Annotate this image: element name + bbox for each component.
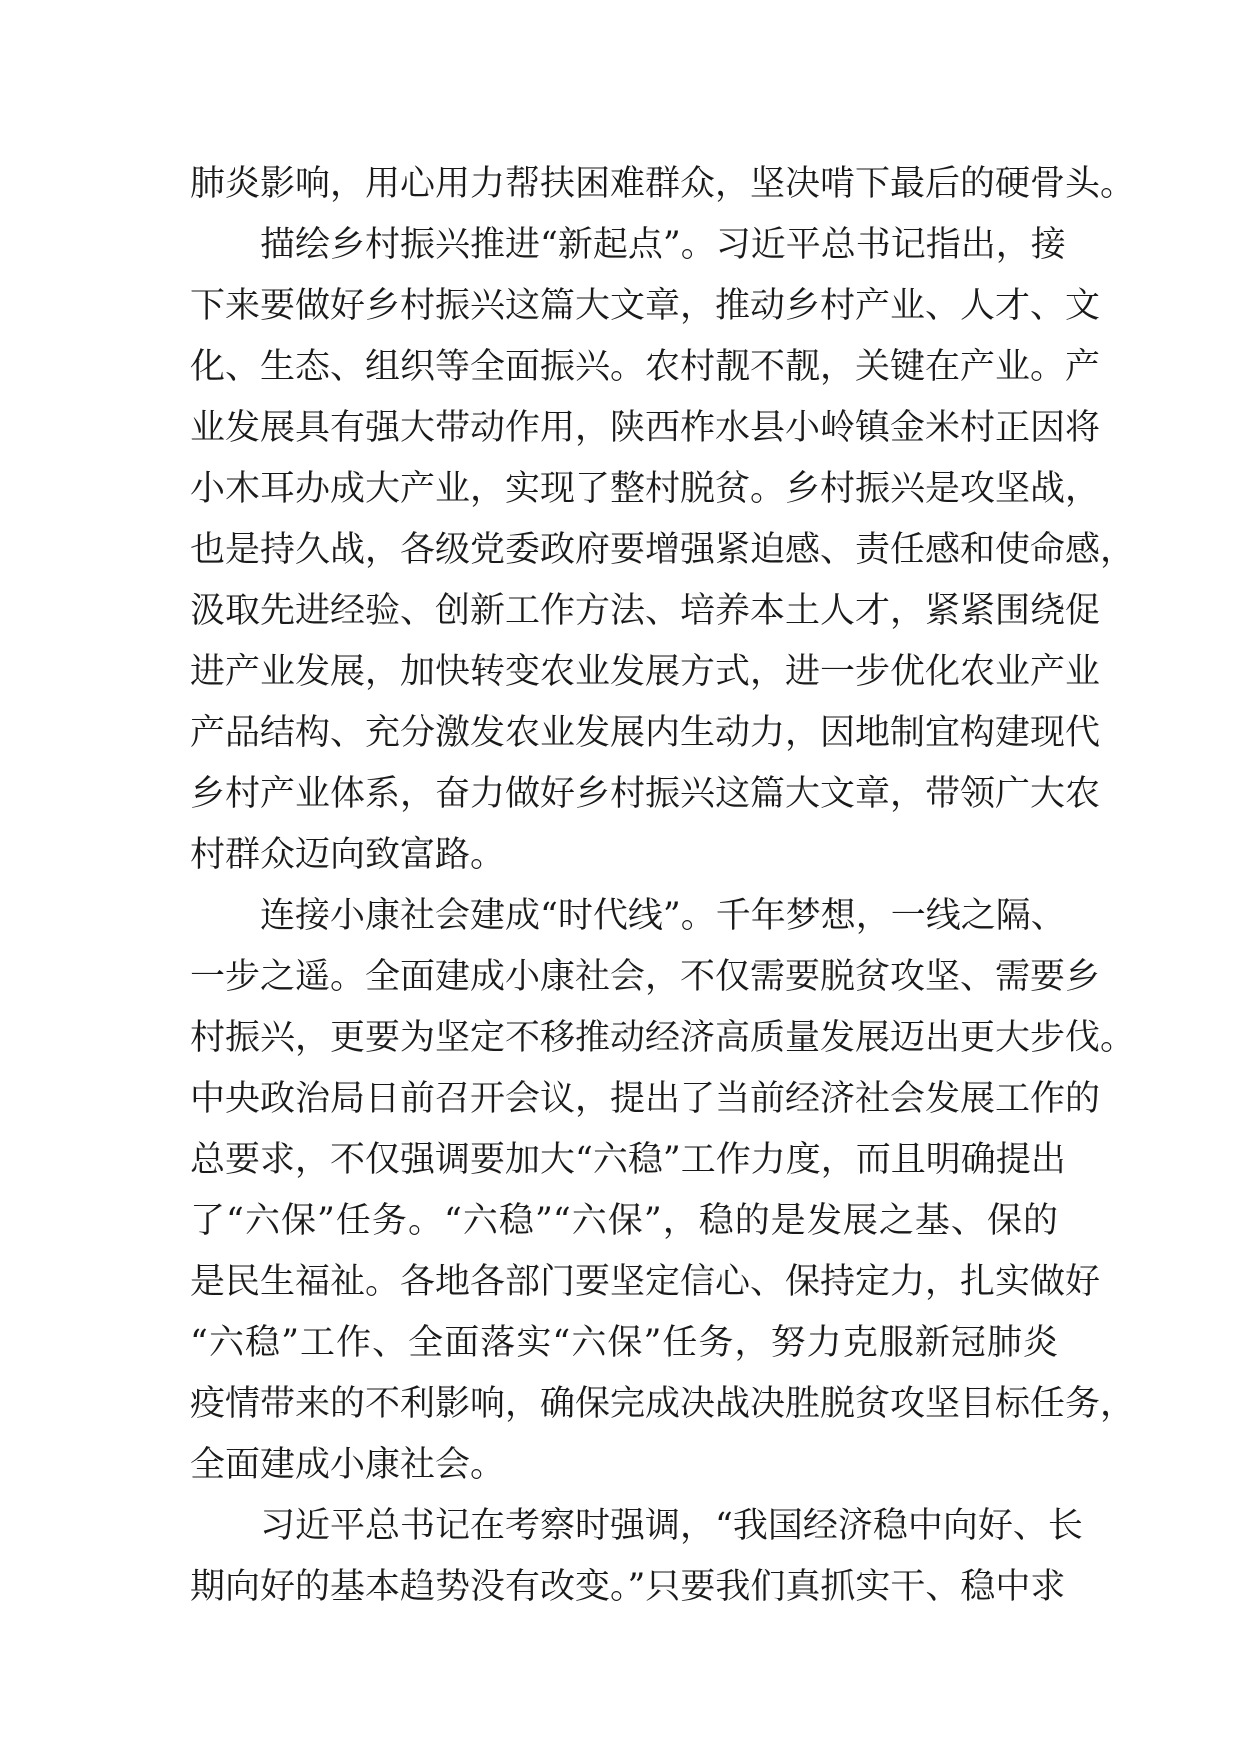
- text-line: 全面建成小康社会。: [190, 1445, 506, 1485]
- text-line: 小木耳办成大产业，实现了整村脱贫。乡村振兴是攻坚战，: [190, 469, 1101, 509]
- text-line: 一步之遥。全面建成小康社会，不仅需要脱贫攻坚、需要乡: [190, 957, 1101, 997]
- text-line: 村振兴，更要为坚定不移推动经济高质量发展迈出更大步伐。: [190, 1018, 1136, 1058]
- text-line: 疫情带来的不利影响，确保完成决战决胜脱贫攻坚目标任务，: [190, 1384, 1136, 1424]
- text-line: 连接小康社会建成“时代线”。千年梦想，一线之隔、: [260, 896, 1066, 936]
- text-line: 习近平总书记在考察时强调，“我国经济稳中向好、长: [260, 1506, 1083, 1546]
- body-text: [190, 154, 1136, 1618]
- text-line: 乡村产业体系，奋力做好乡村振兴这篇大文章，带领广大农: [190, 774, 1101, 814]
- text-line: 化、生态、组织等全面振兴。农村靓不靓，关键在产业。产: [190, 347, 1101, 387]
- text-line: 了“六保”任务。“六稳”“六保”，稳的是发展之基、保的: [190, 1201, 1058, 1241]
- text-line: 也是持久战，各级党委政府要增强紧迫感、责任感和使命感，: [190, 530, 1136, 570]
- text-line: 产品结构、充分激发农业发展内生动力，因地制宜构建现代: [190, 713, 1101, 753]
- text-line: 业发展具有强大带动作用，陕西柞水县小岭镇金米村正因将: [190, 408, 1101, 448]
- text-line: “六稳”工作、全面落实“六保”任务，努力克服新冠肺炎: [190, 1323, 1058, 1363]
- text-line: 下来要做好乡村振兴这篇大文章，推动乡村产业、人才、文: [190, 286, 1101, 326]
- text-line: 总要求，不仅强调要加大“六稳”工作力度，而且明确提出: [190, 1140, 1066, 1180]
- text-line: 肺炎影响，用心用力帮扶困难群众，坚决啃下最后的硬骨头。: [190, 164, 1136, 204]
- text-line: 期向好的基本趋势没有改变。”只要我们真抓实干、稳中求: [190, 1567, 1066, 1607]
- text-line: 中央政治局日前召开会议，提出了当前经济社会发展工作的: [190, 1079, 1101, 1119]
- text-line: 进产业发展，加快转变农业发展方式，进一步优化农业产业: [190, 652, 1101, 692]
- text-line: 描绘乡村振兴推进“新起点”。习近平总书记指出，接: [260, 225, 1066, 265]
- text-line: 村群众迈向致富路。: [190, 835, 506, 875]
- text-line: 汲取先进经验、创新工作方法、培养本土人才，紧紧围绕促: [190, 591, 1101, 631]
- text-line: 是民生福祉。各地各部门要坚定信心、保持定力，扎实做好: [190, 1262, 1101, 1302]
